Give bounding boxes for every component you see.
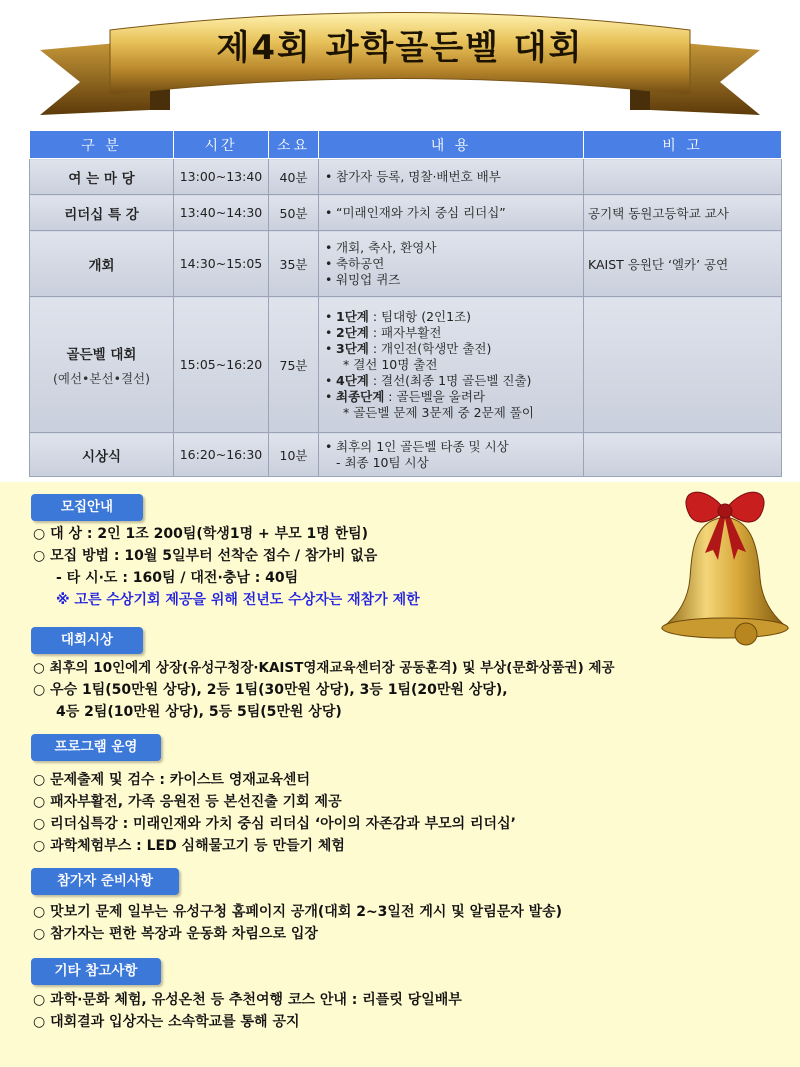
page-title: 제4회 과학골든벨 대회 — [216, 28, 584, 68]
program-line: ○ 과학체험부스 : LED 심해물고기 등 만들기 체험 — [33, 838, 345, 854]
category-main: 골든벨 대회 — [66, 346, 137, 363]
stage-desc: : 개인전(학생만 출전) — [368, 340, 492, 356]
col-header-duration: 소요 — [269, 131, 319, 159]
row-duration: 50분 — [269, 195, 319, 231]
row-note: KAIST 응원단 ‘엘카’ 공연 — [584, 231, 782, 297]
stage-desc: * 결선 10명 출전 — [343, 356, 438, 372]
row-category: 개회 — [30, 231, 174, 297]
etc-line: ○ 대회결과 입상자는 소속학교를 통해 공지 — [33, 1014, 300, 1030]
etc-line: ○ 과학·문화 체험, 유성온천 등 추천여행 코스 안내 : 리플릿 당일배부 — [33, 992, 462, 1008]
row-note — [584, 433, 782, 477]
table-row — [30, 159, 782, 195]
row-category — [30, 297, 174, 433]
table-row — [30, 231, 782, 297]
row-note: 공기택 동원고등학교 교사 — [584, 195, 782, 231]
section-label-etc: 기타 참고사항 — [31, 958, 161, 985]
table-header-row — [30, 131, 782, 159]
row-duration: 40분 — [269, 159, 319, 195]
stage-desc: : 팀대항 (2인1조) — [368, 308, 472, 324]
stage-list — [323, 309, 579, 421]
col-header-note: 비 고 — [584, 131, 782, 159]
row-content — [319, 195, 584, 231]
program-line: ○ 리더십특강 : 미래인재와 가치 중심 리더십 ‘아이의 자존감과 부모의 리더십’ — [33, 816, 516, 832]
stage-desc: * 골든벨 문제 3문제 중 2문제 풀이 — [343, 404, 534, 420]
program-line: ○ 문제출제 및 검수 : 카이스트 영재교육센터 — [33, 772, 310, 788]
recruit-method: ○ 모집 방법 : 10월 5일부터 선착순 접수 / 참가비 없음 — [33, 548, 378, 564]
stage-item — [323, 357, 579, 373]
content-item: • “미래인재와 가치 중심 리더십” — [323, 205, 579, 221]
awards-line: ○ 우승 1팀(50만원 상당), 2등 1팀(30만원 상당), 3등 1팀(20만원 상당), — [33, 682, 508, 698]
awards-line: 4등 2팀(10만원 상당), 5등 5팀(5만원 상당) — [56, 704, 342, 720]
row-time: 14:30~15:05 — [174, 231, 269, 297]
section-label-recruit: 모집안내 — [31, 494, 143, 521]
row-category: 시상식 — [30, 433, 174, 477]
row-duration: 35분 — [269, 231, 319, 297]
prep-line: ○ 참가자는 편한 복장과 운동화 차림으로 입장 — [33, 926, 318, 942]
row-note — [584, 159, 782, 195]
content-item: • 축하공연 — [323, 256, 579, 272]
stage-name: 1단계 — [336, 308, 369, 324]
content-item: • 최후의 1인 골든벨 타종 및 시상 — [323, 439, 579, 455]
table-row — [30, 433, 782, 477]
row-time: 16:20~16:30 — [174, 433, 269, 477]
row-duration: 75분 — [269, 297, 319, 433]
content-item: • 참가자 등록, 명찰·배번호 배부 — [323, 169, 579, 185]
program-line: ○ 패자부활전, 가족 응원전 등 본선진출 기회 제공 — [33, 794, 342, 810]
golden-bell-with-red-bow-icon — [650, 478, 800, 658]
row-content — [319, 297, 584, 433]
row-category: 여 는 마 당 — [30, 159, 174, 195]
stage-item — [323, 373, 579, 389]
stage-name: 3단계 — [336, 340, 369, 356]
stage-desc: : 패자부활전 — [368, 324, 442, 340]
content-item: • 워밍업 퀴즈 — [323, 272, 579, 288]
schedule-table — [29, 130, 782, 477]
stage-item — [323, 325, 579, 341]
recruit-restriction: ※ 고른 수상기회 제공을 위해 전년도 수상자는 재참가 제한 — [56, 592, 420, 608]
prep-line: ○ 맛보기 문제 일부는 유성구청 홈페이지 공개(대회 2~3일전 게시 및 알림문자 발송) — [33, 904, 563, 920]
stage-desc: : 결선(최종 1명 골든벨 진출) — [368, 372, 532, 388]
recruit-target: ○ 대 상 : 2인 1조 200팀(학생1명 + 부모 1명 한팀) — [33, 526, 369, 542]
stage-name: 최종단계 — [336, 388, 385, 404]
row-category: 리더십 특 강 — [30, 195, 174, 231]
stage-item — [323, 389, 579, 405]
col-header-category: 구 분 — [30, 131, 174, 159]
row-time: 13:00~13:40 — [174, 159, 269, 195]
row-duration: 10분 — [269, 433, 319, 477]
row-note — [584, 297, 782, 433]
section-label-prep: 참가자 준비사항 — [31, 868, 179, 895]
section-label-awards: 대회시상 — [31, 627, 143, 654]
content-sub-item: - 최종 10팀 시상 — [336, 454, 429, 470]
stage-name: 4단계 — [336, 372, 369, 388]
stage-desc: : 골든벨을 울려라 — [384, 388, 485, 404]
col-header-time: 시간 — [174, 131, 269, 159]
table-row — [30, 297, 782, 433]
row-time: 13:40~14:30 — [174, 195, 269, 231]
col-header-content: 내 용 — [319, 131, 584, 159]
content-item: • 개회, 축사, 환영사 — [323, 240, 579, 256]
header-area — [0, 0, 800, 482]
section-label-program: 프로그램 운영 — [31, 734, 161, 761]
stage-item — [323, 309, 579, 325]
recruit-quota: - 타 시·도 : 160팀 / 대전·충남 : 40팀 — [56, 570, 299, 586]
category-sub: (예선•본선•결선) — [53, 370, 150, 386]
stage-item — [323, 341, 579, 357]
row-content — [319, 231, 584, 297]
row-content — [319, 433, 584, 477]
awards-line: ○ 최후의 10인에게 상장(유성구청장·KAIST영재교육센터장 공동훈격) 및 부상(문화상품권) 제공 — [33, 660, 615, 676]
table-row — [30, 195, 782, 231]
row-time: 15:05~16:20 — [174, 297, 269, 433]
stage-name: 2단계 — [336, 324, 369, 340]
stage-item — [323, 405, 579, 421]
row-content — [319, 159, 584, 195]
